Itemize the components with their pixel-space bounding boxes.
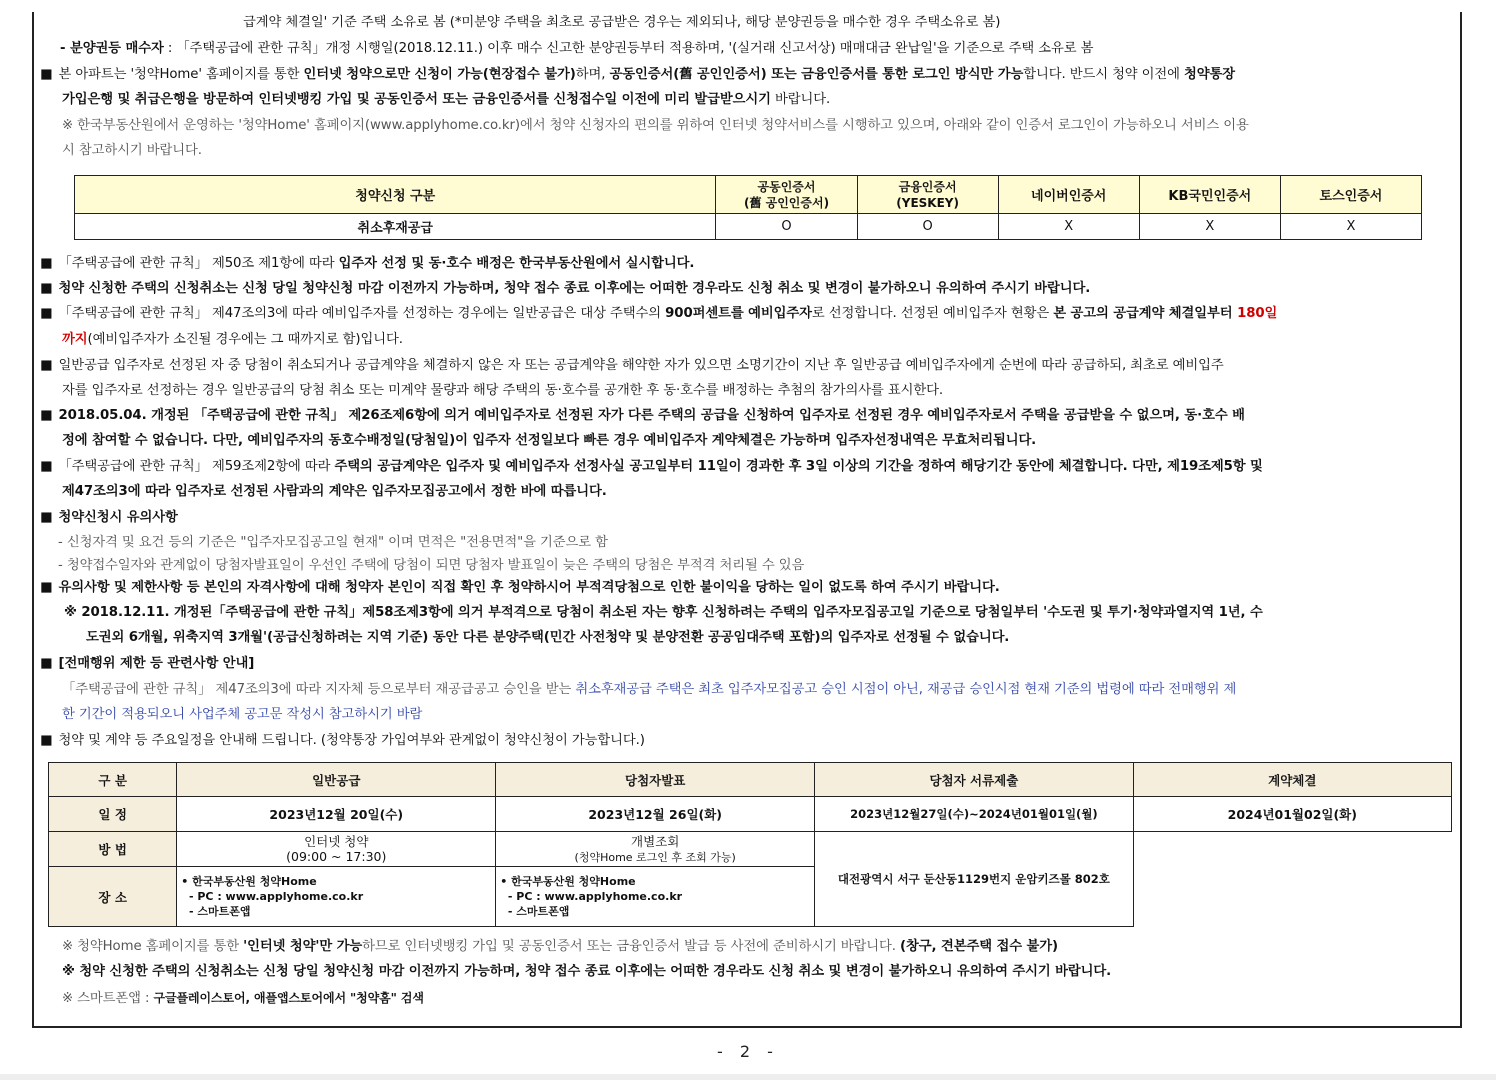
table-cell: 2023년12월27일(수)~2024년01월01일(월) <box>815 797 1133 832</box>
table-cell: X <box>1139 214 1280 240</box>
header-cell: 당첨자 서류제출 <box>815 763 1133 797</box>
text-line: ※ 청약 신청한 주택의 신청취소는 신청 당일 청약신청 마감 이전까지 가능하며, 청약 접수 종료 이후에는 어떠한 경우라도 신청 취소 및 변경이 불가하오니 유의하여 주시기 바랍니다. <box>62 964 1112 979</box>
text-line: 자를 입주자로 선정하는 경우 일반공급의 당첨 취소 또는 미계약 물량과 해당 주택의 동·호수를 공개한 후 동·호수를 배정하는 추첨의 참가의사를 표시한다. <box>62 383 943 398</box>
schedule-table <box>48 762 1452 927</box>
text-line: ※ 한국부동산원에서 운영하는 '청약Home' 홈페이지(www.applyhome.co.kr)에서 청약 신청자의 편의를 위하여 인터넷 청약서비스를 시행하고 있으며, 아래와 같이 인증서 로그인이 가능하오니 서비스 이용 <box>62 118 1249 133</box>
text-line: 까지(예비입주자가 소진될 경우에는 그 때까지로 함)입니다. <box>62 332 403 347</box>
section-heading: ■ [전매행위 제한 등 관련사항 안내] <box>40 656 255 671</box>
table-cell: 2023년12월 20일(수) <box>177 797 496 832</box>
text-line: 도권외 6개월, 위축지역 3개월'(공급신청하려는 지역 기준) 동안 다른 분양주택(민간 사전청약 및 분양전환 공공임대주택 포함)의 입주자로 선정될 수 없습니다. <box>86 630 1010 645</box>
header-cell: 구 분 <box>49 763 177 797</box>
text-line: ■ 청약 신청한 주택의 신청취소는 신청 당일 청약신청 마감 이전까지 가능하며, 청약 접수 종료 이후에는 어떠한 경우라도 신청 취소 및 변경이 불가하오니 유의하여 주시기 바랍니다. <box>40 281 1091 296</box>
table-cell: X <box>998 214 1139 240</box>
text-line: ■ 일반공급 입주자로 선정된 자 중 당첨이 취소되거나 공급계약을 체결하지 않은 자 또는 공급계약을 해약한 자가 있으면 소명기간이 지난 후 일반공급 예비입주자에게 순번에 따라 공급하되, 최초로 예비입주 <box>40 358 1224 373</box>
text-line: ※ 2018.12.11. 개정된「주택공급에 관한 규칙」제58조제3항에 의거 부적격으로 당첨이 취소된 자는 향후 신청하려는 주택의 입주자모집공고일 기준으로 당첨일부터 '수도권 및 투기·청약과열지역 1년, 수 <box>64 605 1263 620</box>
text-line: ■ 유의사항 및 제한사항 등 본인의 자격사항에 대해 청약자 본인이 직접 확인 후 청약하시어 부적격당첨으로 인한 불이익을 당하는 일이 없도록 하여 주시기 바랍니다. <box>40 580 1000 595</box>
header-cell: KB국민인증서 <box>1139 176 1280 214</box>
text-line: 「주택공급에 관한 규칙」 제47조의3에 따라 지자체 등으로부터 재공급공고 승인을 받는 취소후재공급 주택은 최초 입주자모집공고 승인 시점이 아닌, 재공급 승인시점 현재 기준의 법령에 따라 전매행위 제 <box>62 682 1237 697</box>
header-cell: 계약체결 <box>1133 763 1451 797</box>
table-cell: X <box>1280 214 1421 240</box>
row-label: 방 법 <box>49 832 177 867</box>
text-line: ■ 「주택공급에 관한 규칙」 제59조제2항에 따라 주택의 공급계약은 입주자 및 예비입주자 선정사실 공고일부터 11일이 경과한 후 3일 이상의 기간을 정하여 해당기간 동안에 체결합니다. 다만, 제19조제5항 및 <box>40 459 1263 474</box>
text-line: 시 참고하시기 바랍니다. <box>62 143 202 158</box>
header-cell: 네이버인증서 <box>998 176 1139 214</box>
text-line: ■ 2018.05.04. 개정된 「주택공급에 관한 규칙」 제26조제6항에 의거 예비입주자로 선정된 자가 다른 주택의 공급을 신청하여 입주자로 선정된 경우 예비입주자로서 주택을 공급받을 수 없으며, 동·호수 배 <box>40 408 1245 423</box>
table-cell: 2023년12월 26일(화) <box>496 797 815 832</box>
certificate-table <box>74 175 1422 240</box>
text-line: 정에 참여할 수 없습니다. 다만, 예비입주자의 동호수배정일(당첨일)이 입주자 선정일보다 빠른 경우 예비입주자 계약체결은 가능하며 입주자선정내역은 무효처리됩니다. <box>62 433 1037 448</box>
header-cell: 금융인증서 (YESKEY) <box>857 176 998 214</box>
text-line: - 분양권등 매수자 : 「주택공급에 관한 규칙」개정 시행일(2018.12.11.) 이후 매수 신고한 분양권등부터 적용하며, '(실거래 신고서상) 매매대금 완납일'을 기준으로 주택 소유로 봄 <box>60 41 1094 56</box>
header-cell: 토스인증서 <box>1280 176 1421 214</box>
table-cell: 2024년01월02일(화) <box>1133 797 1451 832</box>
header-cell: 공동인증서 (舊 공인인증서) <box>716 176 857 214</box>
text-line: 한 기간이 적용되오니 사업주체 공고문 작성시 참고하시기 바람 <box>62 707 423 722</box>
page-number: - 2 - <box>717 1042 779 1061</box>
table-cell: • 한국부동산원 청약Home - PC : www.applyhome.co.kr - 스마트폰앱 <box>177 867 496 927</box>
row-label: 일 정 <box>49 797 177 832</box>
table-cell: O <box>716 214 857 240</box>
row-label: 장 소 <box>49 867 177 927</box>
header-cell: 당첨자발표 <box>496 763 815 797</box>
text-line: ※ 청약Home 홈페이지를 통한 '인터넷 청약'만 가능하므로 인터넷뱅킹 가입 및 공동인증서 또는 금융인증서 발급 등 사전에 준비하시기 바랍니다. (창구, 견본주택 접수 불가) <box>62 939 1058 954</box>
text-line: ■ 청약 및 계약 등 주요일정을 안내해 드립니다. (청약통장 가입여부와 관계없이 청약신청이 가능합니다.) <box>40 733 645 748</box>
table-cell: 개별조회 (청약Home 로그인 후 조회 가능) <box>496 832 815 867</box>
text-line: ■ 본 아파트는 '청약Home' 홈페이지를 통한 인터넷 청약으로만 신청이 가능(현장접수 불가)하며, 공동인증서(舊 공인인증서) 또는 금융인증서를 통한 로그인 방식만 가능합니다. 반드시 청약 이전에 청약통장 <box>40 67 1236 82</box>
viewer-bottom-edge <box>0 1074 1496 1080</box>
table-cell: O <box>857 214 998 240</box>
text-line: ※ 스마트폰앱 : 구글플레이스토어, 애플앱스토어에서 "청약홈" 검색 <box>62 991 424 1006</box>
text-line: 제47조의3에 따라 입주자로 선정된 사람과의 계약은 입주자모집공고에서 정한 바에 따릅니다. <box>62 484 607 499</box>
table-cell: 취소후재공급 <box>75 214 716 240</box>
text-line: 급계약 체결일' 기준 주택 소유로 봄 (*미분양 주택을 최초로 공급받은 경우는 제외되나, 해당 분양권등을 매수한 경우 주택소유로 봄) <box>243 15 1001 30</box>
table-cell: 대전광역시 서구 둔산동1129번지 운암키즈몰 802호 <box>815 832 1133 927</box>
text-line: 가입은행 및 취급은행을 방문하여 인터넷뱅킹 가입 및 공동인증서 또는 금융인증서를 신청접수일 이전에 미리 발급받으시기 바랍니다. <box>62 92 831 107</box>
table-cell: • 한국부동산원 청약Home - PC : www.applyhome.co.kr - 스마트폰앱 <box>496 867 815 927</box>
table-cell: 인터넷 청약 (09:00 ~ 17:30) <box>177 832 496 867</box>
text-line: ■ 「주택공급에 관한 규칙」 제47조의3에 따라 예비입주자를 선정하는 경우에는 일반공급은 대상 주택수의 900퍼센트를 예비입주자로 선정합니다. 선정된 예비입주자 현황은 본 공고의 공급계약 체결일부터 180일 <box>40 306 1278 321</box>
header-cell: 청약신청 구분 <box>75 176 716 214</box>
section-heading: ■ 청약신청시 유의사항 <box>40 510 178 525</box>
text-line: - 청약접수일자와 관계없이 당첨자발표일이 우선인 주택에 당첨이 되면 당첨자 발표일이 늦은 주택의 당첨은 부적격 처리될 수 있음 <box>58 558 805 573</box>
text-line: - 신청자격 및 요건 등의 기준은 "입주자모집공고일 현재" 이며 면적은 "전용면적"을 기준으로 함 <box>58 535 608 550</box>
text-line: ■ 「주택공급에 관한 규칙」 제50조 제1항에 따라 입주자 선정 및 동·호수 배정은 한국부동산원에서 실시합니다. <box>40 256 695 271</box>
header-cell: 일반공급 <box>177 763 496 797</box>
